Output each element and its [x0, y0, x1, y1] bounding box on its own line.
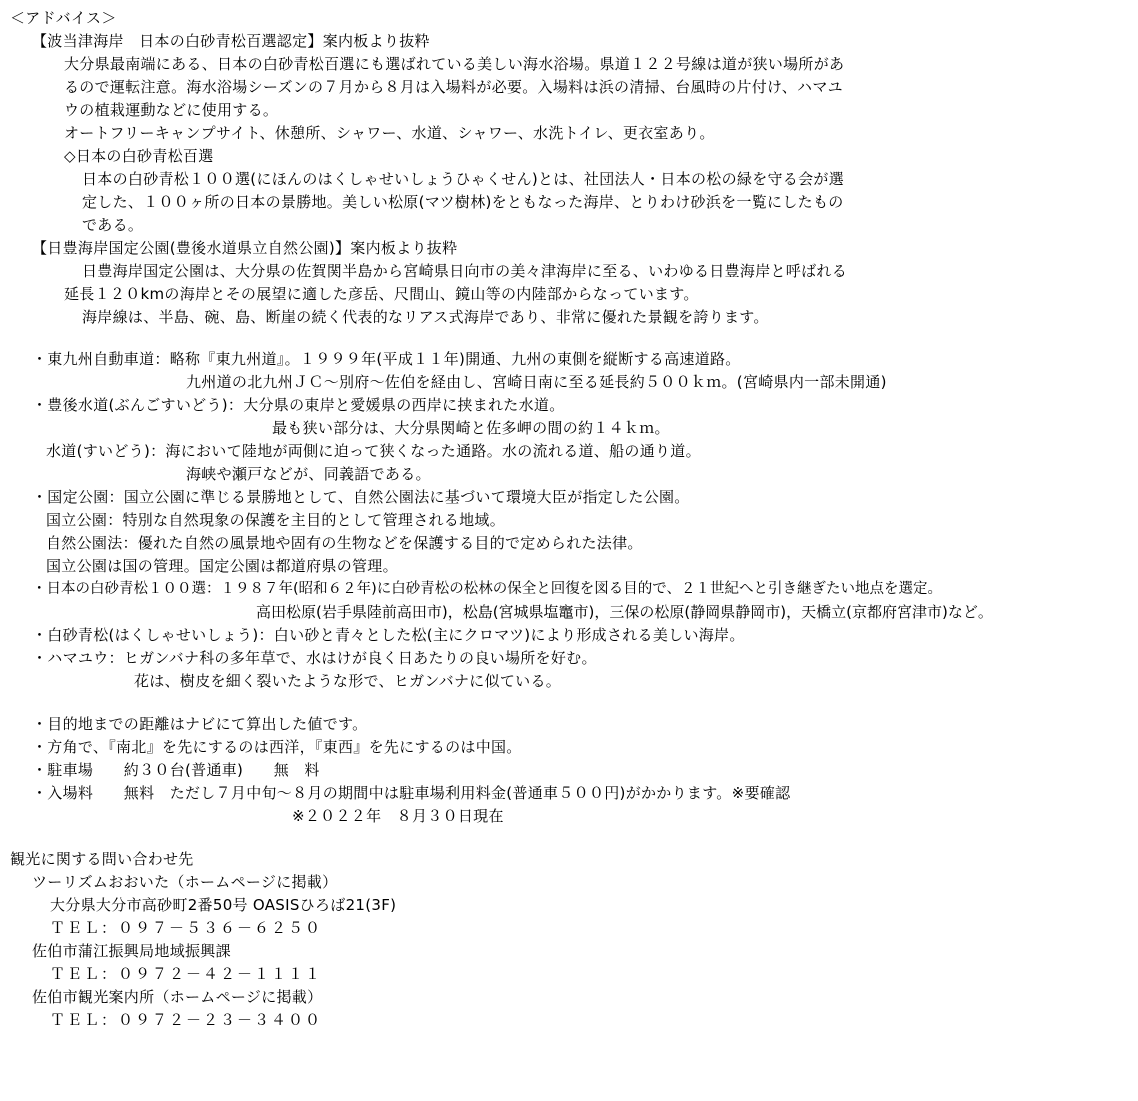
- glossary-item: ・豊後水道(ぶんごすいどう)：大分県の東岸と愛媛県の西岸に挟まれた水道。: [32, 396, 565, 414]
- contact-heading: 観光に関する問い合わせ先: [10, 850, 194, 868]
- hatoudu-body-line: ウの植栽運動などに使用する。: [64, 101, 279, 119]
- glossary-item: ・ハマユウ：ヒガンバナ科の多年草で、水はけが良く日あたりの良い場所を好む。: [32, 649, 597, 667]
- glossary-item: 九州道の北九州ＪＣ～別府～佐伯を経由し、宮崎日南に至る延長約５００ｋｍ。(宮崎県内一部未開通): [186, 373, 887, 391]
- hatoudu-sub-body-line: 日本の白砂青松１００選(にほんのはくしゃせいしょうひゃくせん)とは、社団法人・日本の松の緑を守る会が選: [82, 170, 845, 188]
- glossary-item: ・国定公園：国立公園に準じる景勝地として、自然公園法に基づいて環境大臣が指定した公園。: [32, 488, 690, 506]
- nippou-body-line: 延長１２０kmの海岸とその展望に適した彦岳、尺間山、鏡山等の内陸部からなっています。: [64, 285, 699, 303]
- advice-heading: ＜アドバイス＞: [10, 9, 117, 27]
- glossary-item: 国立公園：特別な自然現象の保護を主目的として管理される地域。: [46, 511, 506, 529]
- note-item: ・入場料 無料 ただし７月中旬～８月の期間中は駐車場利用料金(普通車５００円)がかかります。※要確認: [32, 784, 791, 802]
- glossary-item: ・東九州自動車道：略称『東九州道』。１９９９年(平成１１年)開通、九州の東側を縦断する高速道路。: [32, 350, 741, 368]
- contact-entry: 佐伯市観光案内所（ホームページに掲載）: [32, 988, 323, 1006]
- contact-entry: 佐伯市蒲江振興局地域振興課: [32, 942, 231, 960]
- glossary-item: 自然公園法：優れた自然の風景地や固有の生物などを保護する目的で定められた法律。: [46, 534, 643, 552]
- hatoudu-sub-body-line: である。: [82, 216, 144, 234]
- note-item: ・駐車場 約３０台(普通車) 無 料: [32, 761, 320, 779]
- glossary-item: 高田松原(岩手県陸前高田市)，松島(宮城県塩竈市)，三保の松原(静岡県静岡市)，天橋立(京都府宮津市)など。: [256, 603, 993, 621]
- hatoudu-sub-title: ◇日本の白砂青松百選: [64, 147, 214, 165]
- glossary-item: 最も狭い部分は、大分県関崎と佐多岬の間の約１４ｋｍ。: [272, 419, 670, 437]
- contact-phone: ＴＥＬ：０９７－５３６－６２５０: [50, 919, 323, 937]
- glossary-item: 国立公園は国の管理。国定公園は都道府県の管理。: [46, 557, 398, 575]
- nippou-title: 【日豊海岸国定公園(豊後水道県立自然公園)】案内板より抜粋: [32, 239, 458, 257]
- glossary-item: 花は、樹皮を細く裂いたような形で、ヒガンバナに似ている。: [134, 672, 562, 690]
- note-item: ・方角で、『南北』を先にするのは西洋，『東西』を先にするのは中国。: [32, 738, 522, 756]
- contact-entry: ツーリズムおおいた（ホームページに掲載）: [32, 873, 338, 891]
- hatoudu-body-line: オートフリーキャンプサイト、休憩所、シャワー、水道、シャワー、水洗トイレ、更衣室あり。: [64, 124, 715, 142]
- nippou-body-line: 日豊海岸国定公園は、大分県の佐賀関半島から宮崎県日向市の美々津海岸に至る、いわゆる日豊海岸と呼ばれる: [82, 262, 848, 280]
- glossary-item: ・白砂青松(はくしゃせいしょう)：白い砂と青々とした松(主にクロマツ)により形成される美しい海岸。: [32, 626, 745, 644]
- hatoudu-sub-body-line: 定した、１００ヶ所の日本の景勝地。美しい松原(マツ樹林)をともなった海岸、とりわけ砂浜を一覧にしたもの: [82, 193, 844, 211]
- hatoudu-title: 【波当津海岸 日本の白砂青松百選認定】案内板より抜粋: [32, 32, 430, 50]
- nippou-body-line: 海岸線は、半島、碗、島、断崖の続く代表的なリアス式海岸であり、非常に優れた景観を誇ります。: [82, 308, 769, 326]
- glossary-item: 海峡や瀬戸などが、同義語である。: [186, 465, 431, 483]
- glossary-item: ・日本の白砂青松１００選：１９８７年(昭和６２年)に白砂青松の松林の保全と回復を図る目的で、２１世紀へと引き継ぎたい地点を選定。: [32, 581, 943, 597]
- glossary-item: 水道(すいどう)：海において陸地が両側に迫って狭くなった通路。水の流れる道、船の通り道。: [46, 442, 701, 460]
- hatoudu-body-line: るので運転注意。海水浴場シーズンの７月から８月は入場料が必要。入場料は浜の清掃、台風時の片付け、ハマユ: [64, 78, 843, 96]
- contact-address: 大分県大分市高砂町2番50号 OASISひろば21(3F): [50, 896, 397, 914]
- contact-phone: ＴＥＬ：０９７２－２３－３４００: [50, 1011, 323, 1029]
- note-date: ※２０２２年 ８月３０日現在: [292, 807, 504, 825]
- contact-phone: ＴＥＬ：０９７２－４２－１１１１: [50, 965, 323, 983]
- hatoudu-body-line: 大分県最南端にある、日本の白砂青松百選にも選ばれている美しい海水浴場。県道１２２号線は道が狭い場所があ: [64, 55, 845, 73]
- note-item: ・目的地までの距離はナビにて算出した値です。: [32, 715, 368, 733]
